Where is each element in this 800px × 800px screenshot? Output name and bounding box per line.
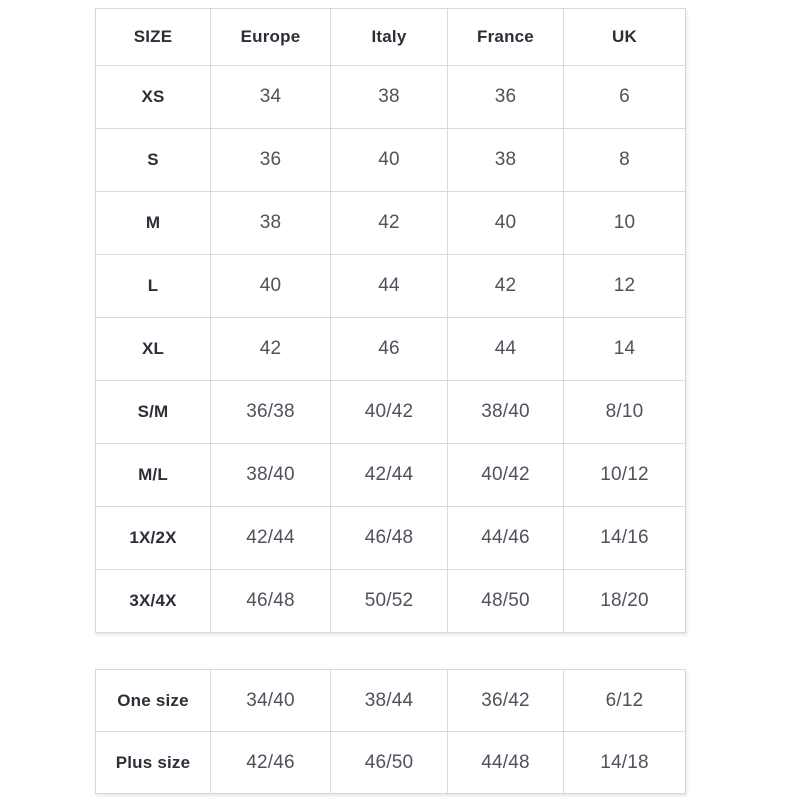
value-cell: 34 [211, 66, 331, 129]
value-cell: 40 [331, 129, 448, 192]
size-label-cell: 3X/4X [96, 570, 211, 633]
value-cell: 42 [211, 318, 331, 381]
value-cell: 38 [448, 129, 564, 192]
value-cell: 10 [564, 192, 686, 255]
value-cell: 38/40 [211, 444, 331, 507]
value-cell: 14/16 [564, 507, 686, 570]
value-cell: 36/38 [211, 381, 331, 444]
value-cell: 36 [448, 66, 564, 129]
value-cell: 44 [331, 255, 448, 318]
value-cell: 38 [331, 66, 448, 129]
value-cell: 40 [448, 192, 564, 255]
table-row-xs [96, 66, 686, 129]
value-cell: 12 [564, 255, 686, 318]
value-cell: 42 [448, 255, 564, 318]
size-label-cell: 1X/2X [96, 507, 211, 570]
value-cell: 6/12 [564, 670, 686, 732]
size-label-cell: Plus size [96, 732, 211, 794]
header-cell-size: SIZE [96, 9, 211, 66]
table-row-s [96, 129, 686, 192]
value-cell: 38/40 [448, 381, 564, 444]
value-cell: 46/48 [331, 507, 448, 570]
special-sizes-table [95, 669, 686, 794]
value-cell: 40 [211, 255, 331, 318]
size-label-cell: One size [96, 670, 211, 732]
size-label-cell: S/M [96, 381, 211, 444]
value-cell: 14 [564, 318, 686, 381]
size-label-cell: M/L [96, 444, 211, 507]
value-cell: 36/42 [448, 670, 564, 732]
value-cell: 8/10 [564, 381, 686, 444]
header-cell-italy: Italy [331, 9, 448, 66]
value-cell: 10/12 [564, 444, 686, 507]
value-cell: 36 [211, 129, 331, 192]
value-cell: 8 [564, 129, 686, 192]
value-cell: 34/40 [211, 670, 331, 732]
value-cell: 42/44 [211, 507, 331, 570]
table-row-m [96, 192, 686, 255]
value-cell: 14/18 [564, 732, 686, 794]
table-row-plus-size [96, 732, 686, 794]
value-cell: 40/42 [331, 381, 448, 444]
value-cell: 42/44 [331, 444, 448, 507]
value-cell: 38 [211, 192, 331, 255]
value-cell: 50/52 [331, 570, 448, 633]
value-cell: 46 [331, 318, 448, 381]
header-cell-france: France [448, 9, 564, 66]
table-row-xl [96, 318, 686, 381]
value-cell: 44/46 [448, 507, 564, 570]
table-row-3x4x [96, 570, 686, 633]
value-cell: 40/42 [448, 444, 564, 507]
size-label-cell: S [96, 129, 211, 192]
size-label-cell: XL [96, 318, 211, 381]
table-row-ml [96, 444, 686, 507]
header-cell-uk: UK [564, 9, 686, 66]
table-row-1x2x [96, 507, 686, 570]
value-cell: 44 [448, 318, 564, 381]
value-cell: 44/48 [448, 732, 564, 794]
value-cell: 6 [564, 66, 686, 129]
header-cell-europe: Europe [211, 9, 331, 66]
value-cell: 42 [331, 192, 448, 255]
value-cell: 46/48 [211, 570, 331, 633]
size-label-cell: XS [96, 66, 211, 129]
table-row-l [96, 255, 686, 318]
size-label-cell: M [96, 192, 211, 255]
header-row [96, 9, 686, 66]
value-cell: 48/50 [448, 570, 564, 633]
value-cell: 46/50 [331, 732, 448, 794]
size-label-cell: L [96, 255, 211, 318]
table-row-sm [96, 381, 686, 444]
size-conversion-table [95, 8, 686, 633]
table-row-one-size [96, 670, 686, 732]
value-cell: 18/20 [564, 570, 686, 633]
value-cell: 42/46 [211, 732, 331, 794]
value-cell: 38/44 [331, 670, 448, 732]
